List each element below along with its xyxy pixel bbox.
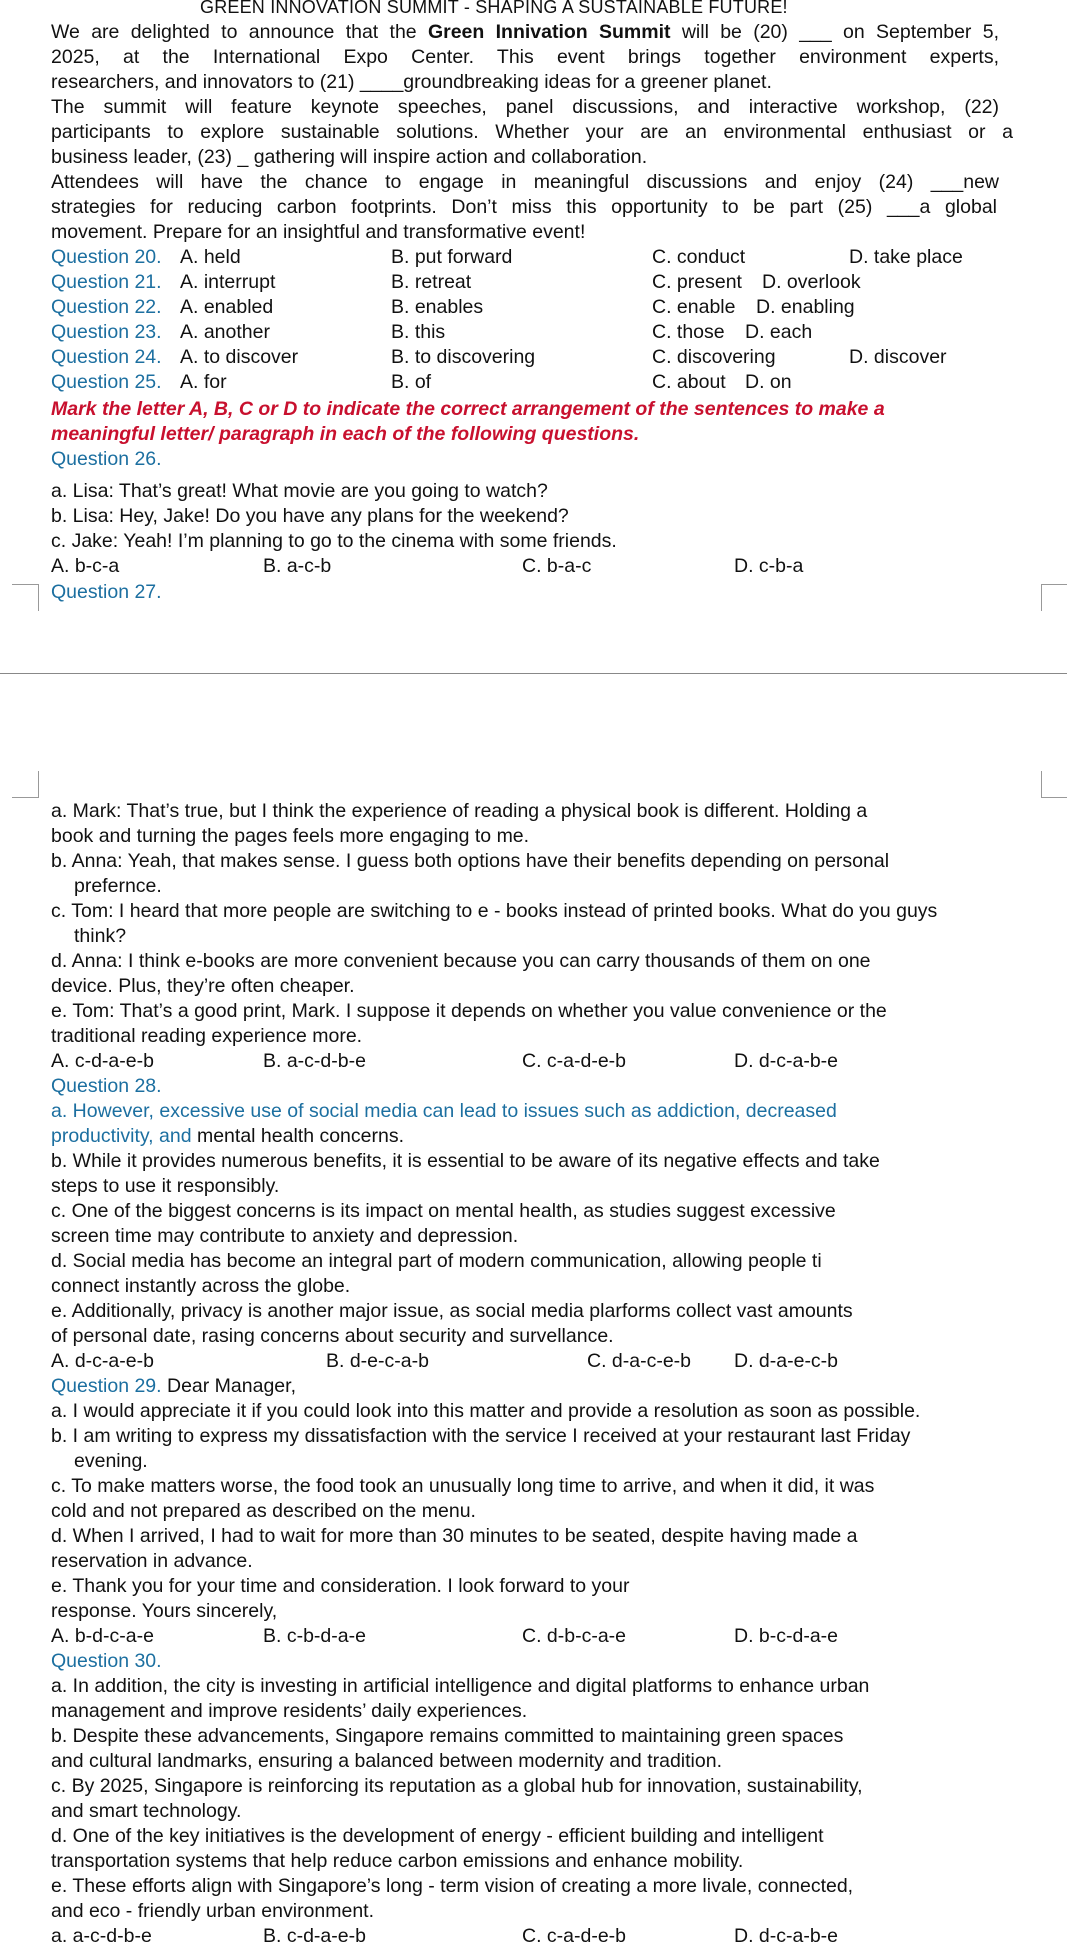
question-29-heading: Question 29. Dear Manager, [51, 1375, 296, 1397]
option-d: D. each [745, 321, 813, 343]
option-a: A. held [180, 246, 241, 268]
instruction-text: Mark the letter A, B, C or D to indicate the correct arrangement of the sentences to make a [51, 398, 885, 420]
option-c: C. c-a-d-e-b [522, 1925, 627, 1947]
sentence-c: c. By 2025, Singapore is reinforcing its reputation as a global hub for innovation, sustainability, [51, 1775, 863, 1797]
sentence-b: b. I am writing to express my dissatisfaction with the service I received at your restaurant last Friday [51, 1425, 911, 1447]
passage-line: participants to explore sustainable solutions. Whether your are an environmental enthusiast or a [51, 121, 1013, 143]
sentence-d-cont: reservation in advance. [51, 1550, 253, 1572]
option-a: A. for [180, 371, 227, 393]
option-b: B. enables [391, 296, 484, 318]
question-label: Question 26. [51, 448, 162, 470]
sentence-a-cont: book and turning the pages feels more engaging to me. [51, 825, 530, 847]
sentence-c-cont: think? [74, 925, 127, 947]
option-a: a. a-c-d-b-e [51, 1925, 152, 1947]
sentence-a: a. Lisa: That’s great! What movie are you going to watch? [51, 480, 548, 502]
passage-line: movement. Prepare for an insightful and transformative event! [51, 221, 586, 243]
sentence-d-cont: transportation systems that help reduce carbon emissions and enhance mobility. [51, 1850, 744, 1872]
option-c: C. b-a-c [522, 555, 592, 577]
question-label: Question 27. [51, 581, 162, 603]
sentence-e: e. Thank you for your time and consideration. I look forward to your [51, 1575, 630, 1597]
sentence-e: e. Tom: That’s a good print, Mark. I suppose it depends on whether you value convenience or the [51, 1000, 887, 1022]
question-label: Question 20. [51, 246, 162, 268]
sentence-e: e. Additionally, privacy is another major issue, as social media plarforms collect vast amounts [51, 1300, 853, 1322]
option-c: C. enable [652, 296, 736, 318]
sentence-b: b. Despite these advancements, Singapore remains committed to maintaining green spaces [51, 1725, 844, 1747]
option-a: A. interrupt [180, 271, 276, 293]
question-label: Question 24. [51, 346, 162, 368]
option-b: B. retreat [391, 271, 472, 293]
sentence-b-cont: and cultural landmarks, ensuring a balanced between modernity and tradition. [51, 1750, 722, 1772]
instruction-text: meaningful letter/ paragraph in each of the following questions. [51, 423, 640, 445]
option-a: A. b-d-c-a-e [51, 1625, 154, 1647]
sentence-e-cont: of personal date, rasing concerns about security and survellance. [51, 1325, 614, 1347]
option-b: B. c-b-d-a-e [263, 1625, 366, 1647]
passage-line: strategies for reducing carbon footprints. Don’t miss this opportunity to be part (25) ___a global [51, 196, 997, 218]
passage-line: Attendees will have the chance to engage in meaningful discussions and enjoy (24) ___new [51, 171, 999, 193]
sentence-b: b. While it provides numerous benefits, it is essential to be aware of its negative effects and take [51, 1150, 880, 1172]
passage-line: researchers, and innovators to (21) ____groundbreaking ideas for a greener planet. [51, 71, 772, 93]
option-c: C. d-a-c-e-b [587, 1350, 692, 1372]
page-corner-mark [1041, 584, 1067, 611]
option-a: A. enabled [180, 296, 274, 318]
sentence-d: d. When I arrived, I had to wait for more than 30 minutes to be seated, despite having made a [51, 1525, 858, 1547]
option-b: B. c-d-a-e-b [263, 1925, 366, 1947]
sentence-e-cont: and eco - friendly urban environment. [51, 1900, 375, 1922]
sentence-d-cont: connect instantly across the globe. [51, 1275, 351, 1297]
option-d: D. take place [849, 246, 963, 268]
option-d: D. d-c-a-b-e [734, 1925, 839, 1947]
passage-line: 2025, at the International Expo Center. This event brings together environment experts, [51, 46, 999, 68]
sentence-e: e. These efforts align with Singapore’s long - term vision of creating a more livale, connected, [51, 1875, 854, 1897]
option-a: A. b-c-a [51, 555, 120, 577]
option-b: B. a-c-b [263, 555, 332, 577]
page-break-line [0, 673, 1067, 674]
page-corner-mark [1041, 771, 1067, 798]
sentence-d: d. Anna: I think e-books are more convenient because you can carry thousands of them on one [51, 950, 871, 972]
question-label: Question 22. [51, 296, 162, 318]
option-b: B. to discovering [391, 346, 536, 368]
option-c: C. d-b-c-a-e [522, 1625, 627, 1647]
option-d: D. d-a-e-c-b [734, 1350, 839, 1372]
option-d: D. on [745, 371, 792, 393]
sentence-b-cont: steps to use it responsibly. [51, 1175, 280, 1197]
option-d: D. discover [849, 346, 947, 368]
passage-line: The summit will feature keynote speeches, panel discussions, and interactive workshop, (22) [51, 96, 999, 118]
option-b: B. this [391, 321, 446, 343]
page-corner-mark [12, 584, 39, 611]
sentence-d-cont: device. Plus, they’re often cheaper. [51, 975, 355, 997]
sentence-b: b. Lisa: Hey, Jake! Do you have any plans for the weekend? [51, 505, 569, 527]
question-label: Question 28. [51, 1075, 162, 1097]
option-d: D. overlook [762, 271, 861, 293]
sentence-e-cont: traditional reading experience more. [51, 1025, 363, 1047]
sentence-d: d. Social media has become an integral part of modern communication, allowing people ti [51, 1250, 822, 1272]
page-title: GREEN INNOVATION SUMMIT - SHAPING A SUSTAINABLE FUTURE! [200, 0, 788, 17]
sentence-c-cont: screen time may contribute to anxiety and depression. [51, 1225, 519, 1247]
sentence-b: b. Anna: Yeah, that makes sense. I guess both options have their benefits depending on personal [51, 850, 890, 872]
sentence-c-cont: and smart technology. [51, 1800, 242, 1822]
passage-line: business leader, (23) _ gathering will inspire action and collaboration. [51, 146, 648, 168]
sentence-d: d. One of the key initiatives is the development of energy - efficient building and intelligent [51, 1825, 824, 1847]
option-a: A. c-d-a-e-b [51, 1050, 154, 1072]
option-c: C. conduct [652, 246, 746, 268]
option-a: A. another [180, 321, 270, 343]
question-label: Question 23. [51, 321, 162, 343]
option-d: D. d-c-a-b-e [734, 1050, 839, 1072]
sentence-a: a. I would appreciate it if you could look into this matter and provide a resolution as soon as possible. [51, 1400, 921, 1422]
sentence-c: c. Jake: Yeah! I’m planning to go to the cinema with some friends. [51, 530, 617, 552]
sentence-c: c. One of the biggest concerns is its impact on mental health, as studies suggest excessive [51, 1200, 836, 1222]
question-label: Question 25. [51, 371, 162, 393]
option-d: D. b-c-d-a-e [734, 1625, 839, 1647]
sentence-a-cont: management and improve residents’ daily experiences. [51, 1700, 528, 1722]
option-d: D. c-b-a [734, 555, 804, 577]
sentence-c-cont: cold and not prepared as described on the menu. [51, 1500, 476, 1522]
option-a: A. to discover [180, 346, 299, 368]
sentence-a: a. In addition, the city is investing in artificial intelligence and digital platforms to enhance urban [51, 1675, 870, 1697]
option-d: D. enabling [756, 296, 855, 318]
option-c: C. c-a-d-e-b [522, 1050, 627, 1072]
sentence-c: c. To make matters worse, the food took an unusually long time to arrive, and when it did, it was [51, 1475, 875, 1497]
sentence-b-cont: prefernce. [74, 875, 162, 897]
sentence-a: a. However, excessive use of social media can lead to issues such as addiction, decreased [51, 1100, 837, 1122]
page-corner-mark [12, 771, 39, 798]
passage-line: We are delighted to announce that the Green Innivation Summit will be (20) ___ on September 5, [51, 21, 999, 43]
sentence-c: c. Tom: I heard that more people are switching to e - books instead of printed books. What do you guys [51, 900, 938, 922]
option-a: A. d-c-a-e-b [51, 1350, 154, 1372]
sentence-a-cont: productivity, and mental health concerns. [51, 1125, 404, 1147]
option-c: C. those [652, 321, 725, 343]
sentence-b-cont: evening. [74, 1450, 148, 1472]
option-b: B. a-c-d-b-e [263, 1050, 366, 1072]
option-b: B. put forward [391, 246, 513, 268]
sentence-a: a. Mark: That’s true, but I think the experience of reading a physical book is different. Holding a [51, 800, 868, 822]
question-label: Question 30. [51, 1650, 162, 1672]
option-c: C. discovering [652, 346, 776, 368]
option-c: C. about [652, 371, 726, 393]
option-b: B. of [391, 371, 432, 393]
option-b: B. d-e-c-a-b [326, 1350, 429, 1372]
summit-name: Green Innivation Summit [427, 21, 671, 43]
question-label: Question 21. [51, 271, 162, 293]
option-c: C. present [652, 271, 742, 293]
sentence-e-cont: response. Yours sincerely, [51, 1600, 278, 1622]
